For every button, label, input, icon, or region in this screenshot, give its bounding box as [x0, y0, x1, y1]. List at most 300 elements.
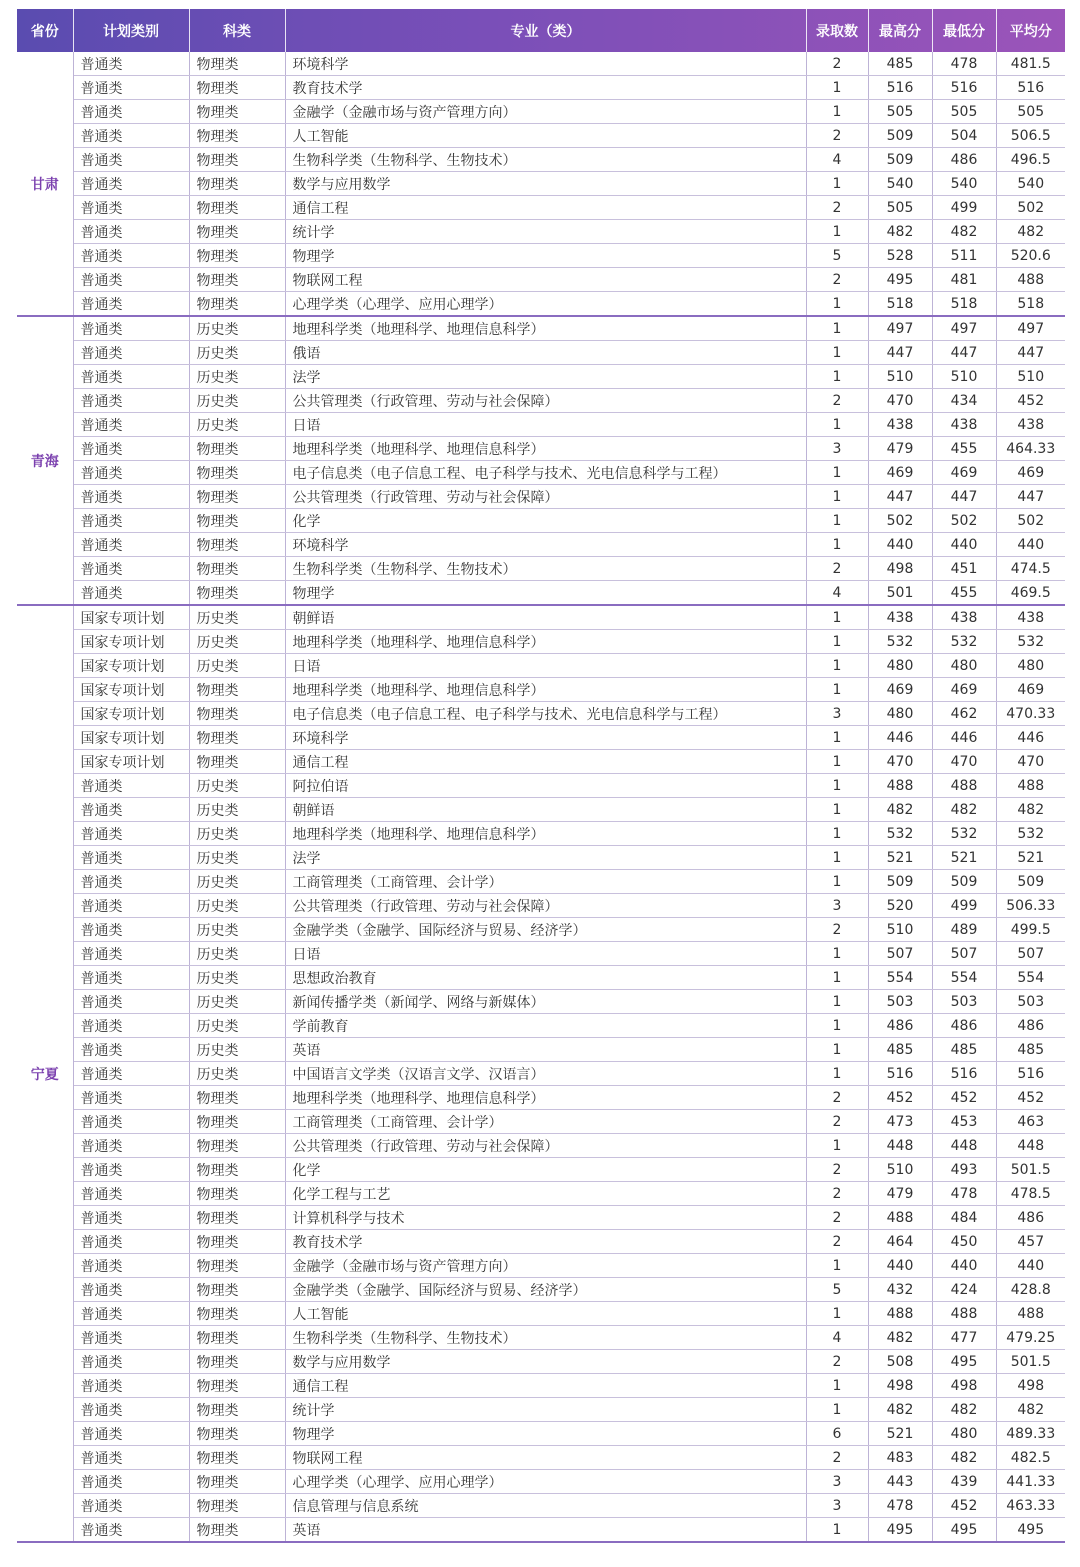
cell-plan-type: 普通类 [73, 1422, 189, 1446]
cell-admitted-count: 1 [806, 1302, 868, 1326]
table-row [17, 1134, 1065, 1158]
cell-max-score: 507 [868, 942, 932, 966]
cell-admitted-count: 1 [806, 990, 868, 1014]
cell-major: 化学 [285, 509, 806, 533]
cell-max-score: 469 [868, 461, 932, 485]
cell-max-score: 447 [868, 341, 932, 365]
cell-province: 青海 [17, 316, 73, 605]
cell-subject-track: 物理类 [189, 485, 285, 509]
cell-major: 金融学类（金融学、国际经济与贸易、经济学） [285, 1278, 806, 1302]
cell-min-score: 440 [932, 533, 996, 557]
cell-max-score: 505 [868, 100, 932, 124]
table-row [17, 365, 1065, 389]
cell-subject-track: 物理类 [189, 1446, 285, 1470]
cell-plan-type: 普通类 [73, 292, 189, 317]
cell-avg-score: 428.8 [996, 1278, 1065, 1302]
cell-min-score: 482 [932, 220, 996, 244]
cell-subject-track: 物理类 [189, 1206, 285, 1230]
cell-avg-score: 501.5 [996, 1158, 1065, 1182]
cell-max-score: 503 [868, 990, 932, 1014]
cell-min-score: 488 [932, 1302, 996, 1326]
table-row [17, 894, 1065, 918]
cell-avg-score: 540 [996, 172, 1065, 196]
cell-min-score: 447 [932, 485, 996, 509]
cell-major: 人工智能 [285, 1302, 806, 1326]
cell-admitted-count: 1 [806, 726, 868, 750]
cell-plan-type: 普通类 [73, 244, 189, 268]
cell-admitted-count: 1 [806, 509, 868, 533]
table-row [17, 605, 1065, 630]
cell-major: 人工智能 [285, 124, 806, 148]
cell-subject-track: 物理类 [189, 196, 285, 220]
cell-plan-type: 普通类 [73, 1134, 189, 1158]
table-row [17, 726, 1065, 750]
cell-min-score: 462 [932, 702, 996, 726]
cell-min-score: 540 [932, 172, 996, 196]
cell-plan-type: 普通类 [73, 1446, 189, 1470]
cell-major: 地理科学类（地理科学、地理信息科学） [285, 678, 806, 702]
cell-plan-type: 普通类 [73, 52, 189, 76]
cell-subject-track: 物理类 [189, 52, 285, 76]
header-max-score: 最高分 [868, 9, 932, 52]
cell-plan-type: 普通类 [73, 1470, 189, 1494]
cell-admitted-count: 4 [806, 148, 868, 172]
table-row [17, 678, 1065, 702]
cell-plan-type: 普通类 [73, 557, 189, 581]
cell-max-score: 480 [868, 654, 932, 678]
cell-subject-track: 历史类 [189, 1014, 285, 1038]
table-row [17, 654, 1065, 678]
cell-major: 心理学类（心理学、应用心理学） [285, 292, 806, 317]
cell-major: 地理科学类（地理科学、地理信息科学） [285, 822, 806, 846]
cell-avg-score: 499.5 [996, 918, 1065, 942]
cell-admitted-count: 1 [806, 1134, 868, 1158]
table-row [17, 1062, 1065, 1086]
table-row [17, 1422, 1065, 1446]
cell-min-score: 469 [932, 461, 996, 485]
cell-max-score: 518 [868, 292, 932, 317]
cell-major: 金融学（金融市场与资产管理方向） [285, 1254, 806, 1278]
table-row [17, 1182, 1065, 1206]
cell-min-score: 489 [932, 918, 996, 942]
cell-major: 生物科学类（生物科学、生物技术） [285, 557, 806, 581]
cell-avg-score: 486 [996, 1014, 1065, 1038]
cell-major: 工商管理类（工商管理、会计学） [285, 870, 806, 894]
cell-major: 统计学 [285, 1398, 806, 1422]
cell-major: 计算机科学与技术 [285, 1206, 806, 1230]
cell-major: 化学工程与工艺 [285, 1182, 806, 1206]
cell-avg-score: 510 [996, 365, 1065, 389]
cell-plan-type: 普通类 [73, 1086, 189, 1110]
cell-admitted-count: 2 [806, 1110, 868, 1134]
cell-admitted-count: 1 [806, 654, 868, 678]
cell-subject-track: 物理类 [189, 100, 285, 124]
cell-major: 电子信息类（电子信息工程、电子科学与技术、光电信息科学与工程） [285, 461, 806, 485]
cell-avg-score: 488 [996, 774, 1065, 798]
header-plan-type: 计划类别 [73, 9, 189, 52]
cell-major: 环境科学 [285, 52, 806, 76]
cell-major: 物理学 [285, 1422, 806, 1446]
cell-subject-track: 历史类 [189, 822, 285, 846]
cell-avg-score: 441.33 [996, 1470, 1065, 1494]
cell-min-score: 438 [932, 605, 996, 630]
cell-subject-track: 历史类 [189, 389, 285, 413]
table-row [17, 1326, 1065, 1350]
cell-major: 地理科学类（地理科学、地理信息科学） [285, 1086, 806, 1110]
cell-plan-type: 普通类 [73, 1278, 189, 1302]
cell-avg-score: 481.5 [996, 52, 1065, 76]
cell-min-score: 504 [932, 124, 996, 148]
cell-admitted-count: 3 [806, 1494, 868, 1518]
table-row [17, 509, 1065, 533]
table-row [17, 798, 1065, 822]
cell-admitted-count: 1 [806, 365, 868, 389]
cell-avg-score: 469 [996, 678, 1065, 702]
cell-min-score: 485 [932, 1038, 996, 1062]
cell-subject-track: 历史类 [189, 605, 285, 630]
cell-admitted-count: 1 [806, 870, 868, 894]
cell-min-score: 478 [932, 1182, 996, 1206]
cell-admitted-count: 1 [806, 1014, 868, 1038]
cell-max-score: 521 [868, 846, 932, 870]
cell-major: 数学与应用数学 [285, 1350, 806, 1374]
cell-max-score: 483 [868, 1446, 932, 1470]
cell-max-score: 480 [868, 702, 932, 726]
cell-avg-score: 516 [996, 76, 1065, 100]
cell-max-score: 452 [868, 1086, 932, 1110]
cell-major: 地理科学类（地理科学、地理信息科学） [285, 316, 806, 341]
cell-admitted-count: 2 [806, 389, 868, 413]
header-admitted-count: 录取数 [806, 9, 868, 52]
cell-min-score: 493 [932, 1158, 996, 1182]
cell-min-score: 507 [932, 942, 996, 966]
cell-min-score: 554 [932, 966, 996, 990]
cell-plan-type: 普通类 [73, 822, 189, 846]
cell-min-score: 448 [932, 1134, 996, 1158]
cell-major: 阿拉伯语 [285, 774, 806, 798]
cell-admitted-count: 1 [806, 1518, 868, 1543]
cell-subject-track: 物理类 [189, 124, 285, 148]
cell-major: 学前教育 [285, 1014, 806, 1038]
cell-plan-type: 普通类 [73, 461, 189, 485]
cell-admitted-count: 3 [806, 1470, 868, 1494]
cell-max-score: 479 [868, 1182, 932, 1206]
cell-avg-score: 486 [996, 1206, 1065, 1230]
cell-plan-type: 普通类 [73, 172, 189, 196]
cell-avg-score: 447 [996, 485, 1065, 509]
cell-major: 地理科学类（地理科学、地理信息科学） [285, 630, 806, 654]
cell-subject-track: 物理类 [189, 702, 285, 726]
cell-max-score: 447 [868, 485, 932, 509]
cell-max-score: 495 [868, 1518, 932, 1543]
cell-max-score: 432 [868, 1278, 932, 1302]
cell-plan-type: 国家专项计划 [73, 630, 189, 654]
cell-avg-score: 447 [996, 341, 1065, 365]
cell-max-score: 521 [868, 1422, 932, 1446]
cell-avg-score: 452 [996, 389, 1065, 413]
table-row [17, 1038, 1065, 1062]
cell-avg-score: 516 [996, 1062, 1065, 1086]
cell-max-score: 498 [868, 557, 932, 581]
cell-admitted-count: 1 [806, 846, 868, 870]
cell-plan-type: 普通类 [73, 365, 189, 389]
cell-subject-track: 历史类 [189, 774, 285, 798]
cell-avg-score: 501.5 [996, 1350, 1065, 1374]
cell-subject-track: 历史类 [189, 413, 285, 437]
cell-major: 物理学 [285, 244, 806, 268]
cell-admitted-count: 1 [806, 413, 868, 437]
cell-subject-track: 物理类 [189, 437, 285, 461]
cell-subject-track: 物理类 [189, 1470, 285, 1494]
cell-subject-track: 物理类 [189, 1518, 285, 1543]
cell-avg-score: 448 [996, 1134, 1065, 1158]
cell-avg-score: 502 [996, 509, 1065, 533]
cell-avg-score: 438 [996, 413, 1065, 437]
cell-min-score: 478 [932, 52, 996, 76]
cell-min-score: 439 [932, 1470, 996, 1494]
table-row [17, 990, 1065, 1014]
cell-max-score: 510 [868, 365, 932, 389]
cell-avg-score: 440 [996, 533, 1065, 557]
cell-max-score: 440 [868, 1254, 932, 1278]
cell-admitted-count: 3 [806, 894, 868, 918]
cell-admitted-count: 2 [806, 557, 868, 581]
cell-plan-type: 普通类 [73, 1326, 189, 1350]
cell-admitted-count: 2 [806, 918, 868, 942]
cell-max-score: 479 [868, 437, 932, 461]
cell-max-score: 440 [868, 533, 932, 557]
cell-max-score: 498 [868, 1374, 932, 1398]
cell-min-score: 424 [932, 1278, 996, 1302]
cell-plan-type: 普通类 [73, 268, 189, 292]
cell-min-score: 486 [932, 148, 996, 172]
cell-max-score: 486 [868, 1014, 932, 1038]
cell-major: 思想政治教育 [285, 966, 806, 990]
cell-max-score: 488 [868, 774, 932, 798]
cell-plan-type: 普通类 [73, 1230, 189, 1254]
cell-admitted-count: 1 [806, 774, 868, 798]
cell-min-score: 455 [932, 437, 996, 461]
cell-avg-score: 495 [996, 1518, 1065, 1543]
cell-plan-type: 普通类 [73, 437, 189, 461]
cell-min-score: 532 [932, 630, 996, 654]
cell-min-score: 477 [932, 1326, 996, 1350]
table-row [17, 100, 1065, 124]
cell-max-score: 554 [868, 966, 932, 990]
cell-min-score: 532 [932, 822, 996, 846]
cell-max-score: 446 [868, 726, 932, 750]
cell-max-score: 485 [868, 1038, 932, 1062]
cell-subject-track: 物理类 [189, 581, 285, 606]
cell-major: 化学 [285, 1158, 806, 1182]
cell-plan-type: 普通类 [73, 148, 189, 172]
cell-avg-score: 518 [996, 292, 1065, 317]
cell-plan-type: 国家专项计划 [73, 702, 189, 726]
cell-plan-type: 普通类 [73, 990, 189, 1014]
table-row [17, 76, 1065, 100]
cell-avg-score: 488 [996, 268, 1065, 292]
cell-min-score: 447 [932, 341, 996, 365]
cell-subject-track: 物理类 [189, 1254, 285, 1278]
cell-subject-track: 物理类 [189, 1278, 285, 1302]
cell-min-score: 480 [932, 1422, 996, 1446]
cell-subject-track: 物理类 [189, 750, 285, 774]
table-row [17, 1254, 1065, 1278]
cell-avg-score: 520.6 [996, 244, 1065, 268]
cell-subject-track: 历史类 [189, 894, 285, 918]
cell-admitted-count: 5 [806, 1278, 868, 1302]
cell-subject-track: 物理类 [189, 461, 285, 485]
cell-major: 工商管理类（工商管理、会计学） [285, 1110, 806, 1134]
admission-score-sheet [17, 9, 1065, 1543]
table-row [17, 485, 1065, 509]
cell-avg-score: 469.5 [996, 581, 1065, 606]
cell-admitted-count: 2 [806, 52, 868, 76]
table-row [17, 1230, 1065, 1254]
cell-admitted-count: 2 [806, 124, 868, 148]
cell-admitted-count: 3 [806, 702, 868, 726]
cell-major: 教育技术学 [285, 1230, 806, 1254]
cell-max-score: 501 [868, 581, 932, 606]
cell-major: 通信工程 [285, 750, 806, 774]
cell-max-score: 482 [868, 1326, 932, 1350]
cell-min-score: 497 [932, 316, 996, 341]
cell-subject-track: 物理类 [189, 533, 285, 557]
cell-min-score: 438 [932, 413, 996, 437]
cell-min-score: 482 [932, 1446, 996, 1470]
cell-admitted-count: 1 [806, 798, 868, 822]
table-row [17, 1278, 1065, 1302]
cell-avg-score: 464.33 [996, 437, 1065, 461]
cell-min-score: 486 [932, 1014, 996, 1038]
cell-plan-type: 普通类 [73, 942, 189, 966]
cell-min-score: 498 [932, 1374, 996, 1398]
cell-min-score: 516 [932, 76, 996, 100]
cell-subject-track: 历史类 [189, 846, 285, 870]
cell-max-score: 478 [868, 1494, 932, 1518]
table-row [17, 1518, 1065, 1543]
cell-subject-track: 物理类 [189, 509, 285, 533]
cell-max-score: 443 [868, 1470, 932, 1494]
cell-avg-score: 505 [996, 100, 1065, 124]
cell-admitted-count: 1 [806, 678, 868, 702]
cell-admitted-count: 1 [806, 1254, 868, 1278]
cell-major: 中国语言文学类（汉语言文学、汉语言） [285, 1062, 806, 1086]
cell-min-score: 510 [932, 365, 996, 389]
cell-admitted-count: 1 [806, 1398, 868, 1422]
cell-avg-score: 509 [996, 870, 1065, 894]
cell-major: 电子信息类（电子信息工程、电子科学与技术、光电信息科学与工程） [285, 702, 806, 726]
cell-min-score: 455 [932, 581, 996, 606]
cell-plan-type: 普通类 [73, 485, 189, 509]
cell-major: 公共管理类（行政管理、劳动与社会保障） [285, 389, 806, 413]
table-row [17, 846, 1065, 870]
cell-admitted-count: 1 [806, 100, 868, 124]
cell-plan-type: 普通类 [73, 1014, 189, 1038]
table-row [17, 918, 1065, 942]
cell-subject-track: 历史类 [189, 654, 285, 678]
cell-subject-track: 物理类 [189, 148, 285, 172]
cell-plan-type: 普通类 [73, 1158, 189, 1182]
table-row [17, 437, 1065, 461]
cell-avg-score: 463.33 [996, 1494, 1065, 1518]
cell-admitted-count: 1 [806, 292, 868, 317]
cell-major: 公共管理类（行政管理、劳动与社会保障） [285, 1134, 806, 1158]
cell-plan-type: 普通类 [73, 413, 189, 437]
cell-plan-type: 普通类 [73, 1254, 189, 1278]
cell-avg-score: 489.33 [996, 1422, 1065, 1446]
cell-min-score: 495 [932, 1350, 996, 1374]
cell-major: 通信工程 [285, 196, 806, 220]
cell-admitted-count: 1 [806, 966, 868, 990]
cell-min-score: 452 [932, 1494, 996, 1518]
cell-major: 日语 [285, 942, 806, 966]
cell-admitted-count: 1 [806, 1374, 868, 1398]
cell-avg-score: 506.33 [996, 894, 1065, 918]
cell-major: 公共管理类（行政管理、劳动与社会保障） [285, 485, 806, 509]
table-row [17, 389, 1065, 413]
cell-min-score: 482 [932, 1398, 996, 1422]
cell-major: 环境科学 [285, 533, 806, 557]
cell-avg-score: 482 [996, 220, 1065, 244]
cell-subject-track: 物理类 [189, 1086, 285, 1110]
cell-min-score: 505 [932, 100, 996, 124]
cell-plan-type: 普通类 [73, 196, 189, 220]
cell-avg-score: 554 [996, 966, 1065, 990]
cell-min-score: 509 [932, 870, 996, 894]
cell-subject-track: 物理类 [189, 1326, 285, 1350]
cell-subject-track: 历史类 [189, 630, 285, 654]
cell-major: 法学 [285, 365, 806, 389]
cell-plan-type: 普通类 [73, 124, 189, 148]
cell-admitted-count: 1 [806, 750, 868, 774]
cell-plan-type: 国家专项计划 [73, 726, 189, 750]
cell-major: 通信工程 [285, 1374, 806, 1398]
cell-avg-score: 507 [996, 942, 1065, 966]
table-row [17, 942, 1065, 966]
cell-max-score: 448 [868, 1134, 932, 1158]
cell-major: 新闻传播学类（新闻学、网络与新媒体） [285, 990, 806, 1014]
cell-max-score: 510 [868, 918, 932, 942]
table-row [17, 220, 1065, 244]
cell-plan-type: 普通类 [73, 894, 189, 918]
cell-subject-track: 物理类 [189, 268, 285, 292]
cell-plan-type: 普通类 [73, 918, 189, 942]
cell-max-score: 464 [868, 1230, 932, 1254]
table-row [17, 1206, 1065, 1230]
header-subject-track: 科类 [189, 9, 285, 52]
cell-admitted-count: 4 [806, 581, 868, 606]
cell-subject-track: 物理类 [189, 557, 285, 581]
cell-plan-type: 普通类 [73, 220, 189, 244]
cell-min-score: 434 [932, 389, 996, 413]
cell-subject-track: 历史类 [189, 918, 285, 942]
cell-plan-type: 普通类 [73, 846, 189, 870]
cell-max-score: 532 [868, 630, 932, 654]
cell-plan-type: 普通类 [73, 389, 189, 413]
cell-admitted-count: 2 [806, 1182, 868, 1206]
cell-admitted-count: 1 [806, 605, 868, 630]
cell-subject-track: 物理类 [189, 1230, 285, 1254]
cell-subject-track: 历史类 [189, 942, 285, 966]
cell-subject-track: 物理类 [189, 1158, 285, 1182]
cell-min-score: 480 [932, 654, 996, 678]
cell-avg-score: 446 [996, 726, 1065, 750]
cell-admitted-count: 2 [806, 1350, 868, 1374]
cell-min-score: 488 [932, 774, 996, 798]
cell-major: 日语 [285, 654, 806, 678]
cell-avg-score: 532 [996, 822, 1065, 846]
